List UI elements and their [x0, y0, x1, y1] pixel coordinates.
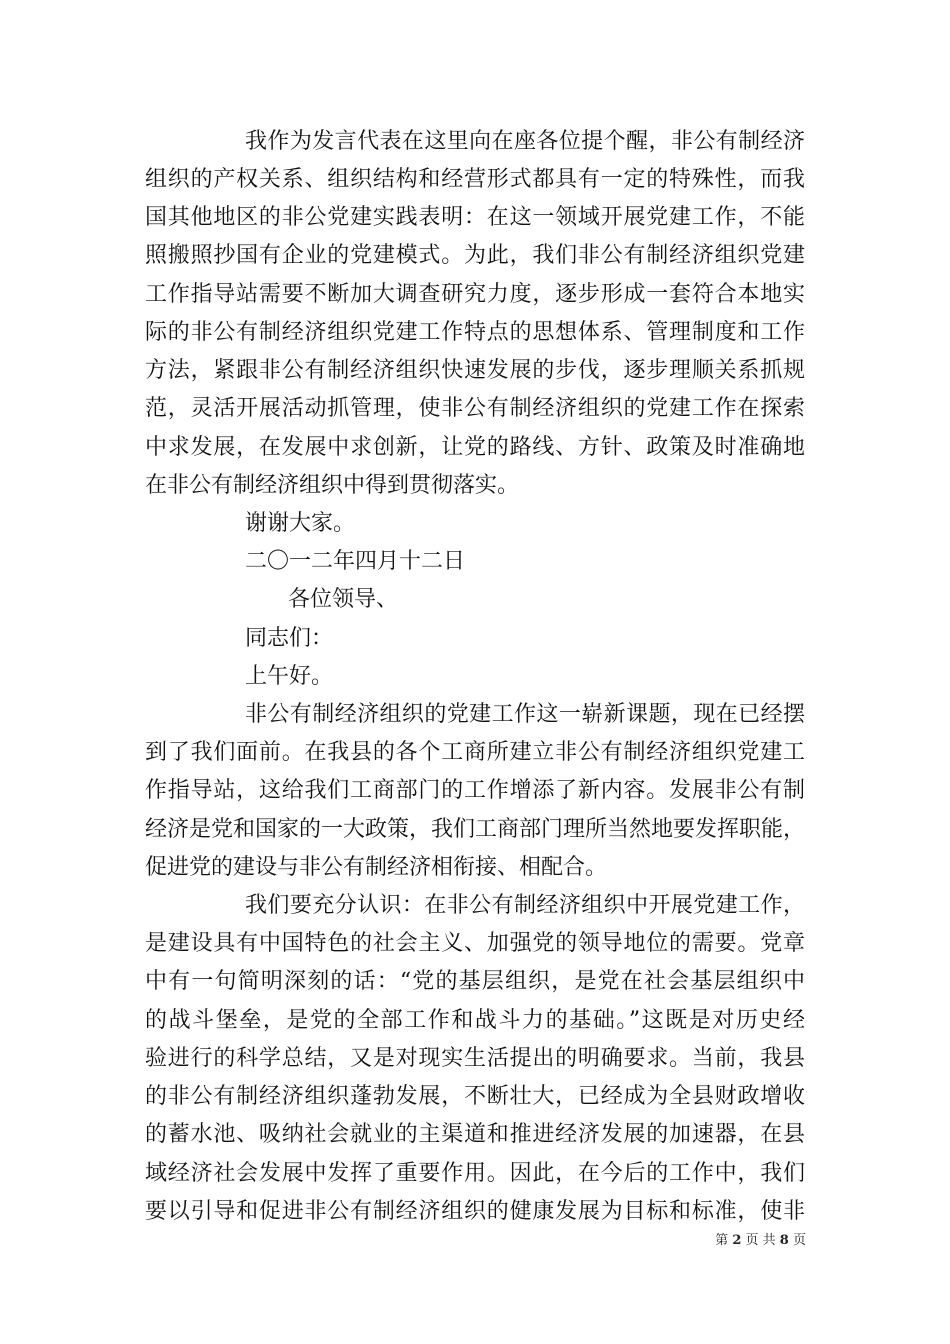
salutation-line: 同志们： — [245, 626, 334, 651]
paragraph-line: 我作为发言代表在这里向在座各位提个醒，非公有制经济 — [245, 129, 805, 154]
paragraph-line: 组织的产权关系、组织结构和经营形式都具有一定的特殊性，而我 — [145, 167, 805, 192]
page-number: 2 — [732, 1233, 742, 1248]
paragraph-line: 的蓄水池、吸纳社会就业的主渠道和推进经济发展的加速器，在县 — [145, 1122, 805, 1147]
footer-prefix: 第 — [715, 1233, 729, 1248]
date-line: 二〇一二年四月十二日 — [245, 549, 466, 574]
page-footer — [0, 1232, 806, 1250]
paragraph-line: 我们要充分认识：在非公有制经济组织中开展党建工作， — [245, 893, 805, 918]
paragraph-line: 中有一句简明深刻的话：“党的基层组织，是党在社会基层组织中 — [145, 969, 805, 994]
paragraph-line: 非公有制经济组织的党建工作这一崭新课题，现在已经摆 — [245, 702, 805, 727]
paragraph-line: 际的非公有制经济组织党建工作特点的思想体系、管理制度和工作 — [145, 320, 805, 345]
paragraph-line: 的非公有制经济组织蓬勃发展，不断壮大，已经成为全县财政增收 — [145, 1084, 805, 1109]
greeting-line: 上午好。 — [245, 664, 334, 689]
paragraph-line: 经济是党和国家的一大政策，我们工商部门理所当然地要发挥职能， — [145, 817, 806, 842]
paragraph-line: 要以引导和促进非公有制经济组织的健康发展为目标和标准，使非 — [145, 1199, 805, 1224]
paragraph-line: 范，灵活开展活动抓管理，使非公有制经济组织的党建工作在探索 — [145, 396, 805, 421]
paragraph-line: 国其他地区的非公党建实践表明：在这一领域开展党建工作，不能 — [145, 205, 805, 230]
paragraph-line: 到了我们面前。在我县的各个工商所建立非公有制经济组织党建工 — [145, 740, 805, 765]
footer-suffix: 页 — [792, 1233, 806, 1248]
paragraph-line: 照搬照抄国有企业的党建模式。为此，我们非公有制经济组织党建 — [145, 243, 805, 268]
paragraph-line: 验进行的科学总结，又是对现实生活提出的明确要求。当前，我县 — [145, 1046, 805, 1071]
footer-middle: 页 共 — [745, 1233, 776, 1248]
closing-thanks: 谢谢大家。 — [245, 511, 356, 536]
paragraph-line: 是建设具有中国特色的社会主义、加强党的领导地位的需要。党章 — [145, 931, 805, 956]
paragraph-line: 作指导站，这给我们工商部门的工作增添了新内容。发展非公有制 — [145, 778, 805, 803]
paragraph-line: 的战斗堡垒，是党的全部工作和战斗力的基础。”这既是对历史经 — [145, 1008, 805, 1033]
paragraph-line: 方法，紧跟非公有制经济组织快速发展的步伐，逐步理顺关系抓规 — [145, 358, 805, 383]
paragraph-line: 促进党的建设与非公有制经济相衔接、相配合。 — [145, 855, 608, 880]
paragraph-line: 工作指导站需要不断加大调查研究力度，逐步形成一套符合本地实 — [145, 282, 805, 307]
paragraph-line: 在非公有制经济组织中得到贯彻落实。 — [145, 473, 520, 498]
total-pages: 8 — [779, 1233, 789, 1248]
salutation-line: 各位领导、 — [288, 587, 399, 612]
paragraph-line: 中求发展，在发展中求创新，让党的路线、方针、政策及时准确地 — [145, 435, 805, 460]
paragraph-line: 域经济社会发展中发挥了重要作用。因此，在今后的工作中，我们 — [145, 1161, 805, 1186]
